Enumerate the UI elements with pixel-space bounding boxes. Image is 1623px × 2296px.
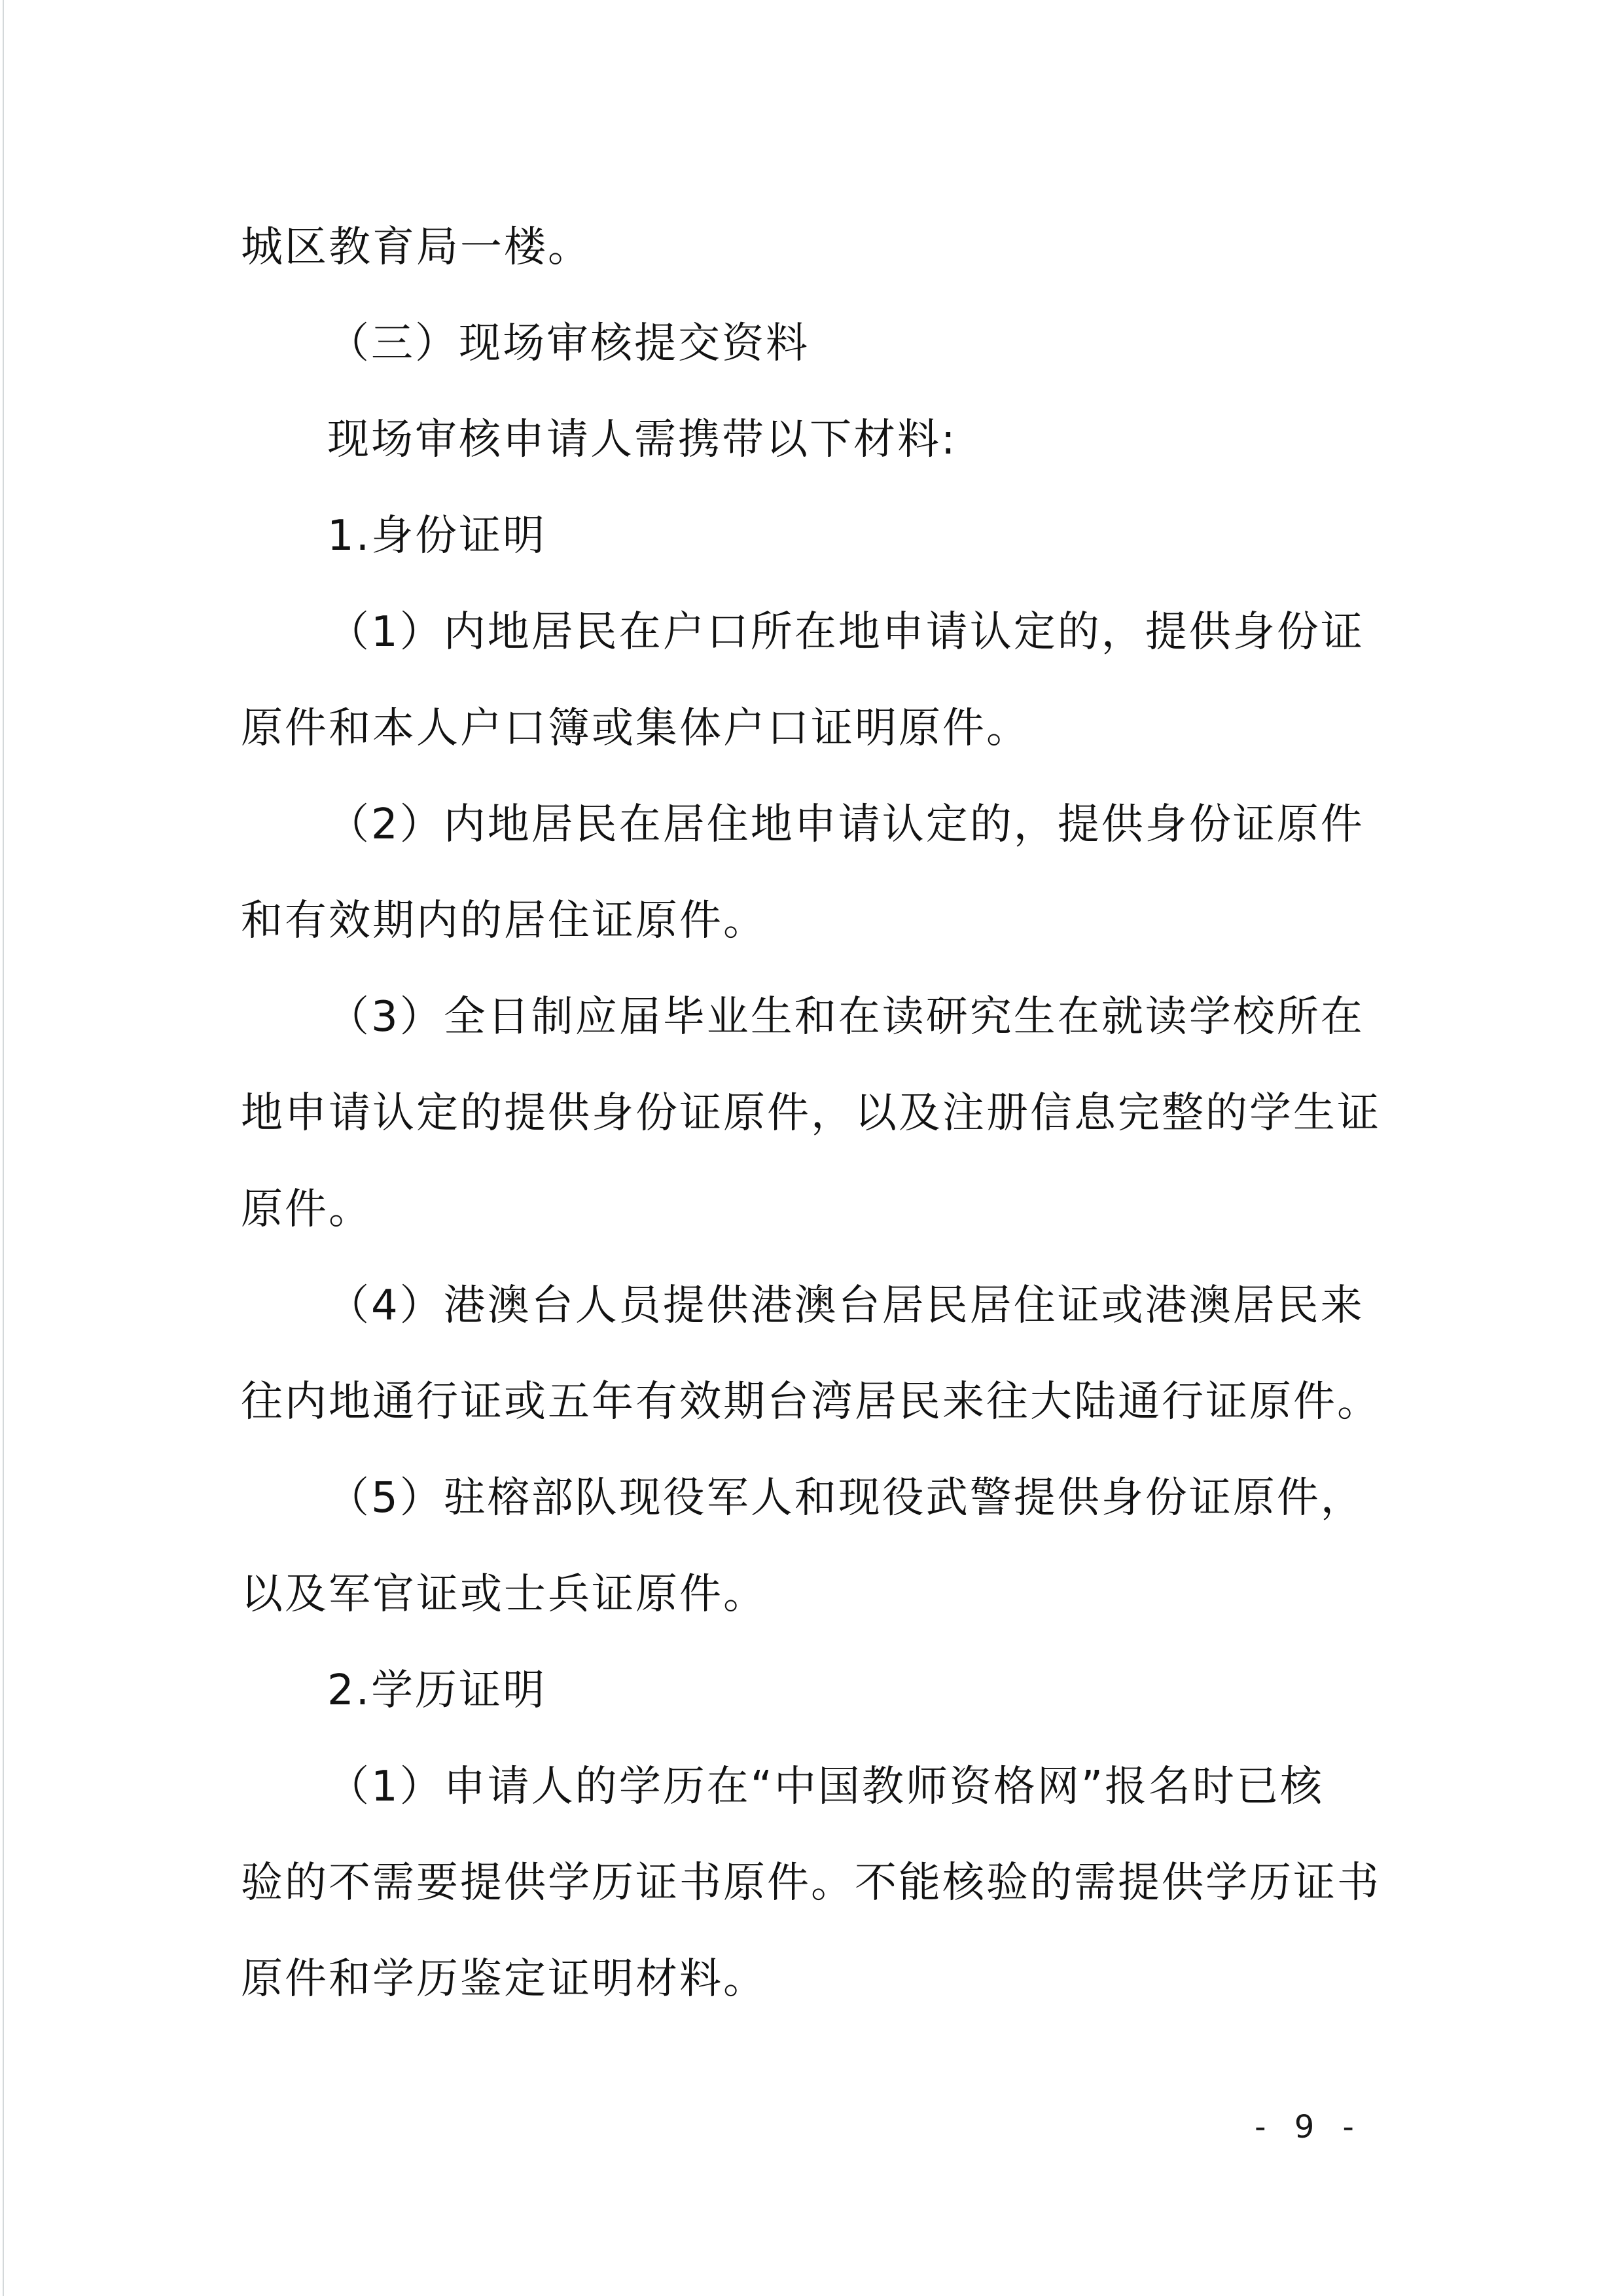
page-number: - 9 -: [1255, 2109, 1363, 2145]
list-item-start-line: （1）内地居民在户口所在地申请认定的，提供身份证: [327, 608, 1364, 656]
scan-edge-artifact: [3, 0, 4, 2296]
paragraph-continuation-line: 和有效期内的居住证原件。: [241, 897, 767, 945]
list-item-start-line: （5）驻榕部队现役军人和现役武警提供身份证原件，: [327, 1474, 1364, 1522]
section-heading-line: （三）现场审核提交资料: [327, 319, 810, 368]
document-body: [241, 200, 1385, 2028]
paragraph-continuation-line: 验的不需要提供学历证书原件。不能核验的需提供学历证书: [241, 1859, 1381, 1907]
paragraph-continuation-line: 地申请认定的提供身份证原件，以及注册信息完整的学生证: [241, 1089, 1381, 1138]
paragraph-continuation-line: 往内地通行证或五年有效期台湾居民来往大陆通行证原件。: [241, 1378, 1381, 1426]
paragraph-continuation-line: 原件和本人户口簿或集体户口证明原件。: [241, 704, 1030, 753]
list-item-start-line: （1）申请人的学历在“中国教师资格网”报名时已核: [327, 1763, 1325, 1811]
list-item-start-line: （3）全日制应届毕业生和在读研究生在就读学校所在: [327, 993, 1364, 1041]
paragraph-continuation-line: 以及军官证或士兵证原件。: [241, 1570, 767, 1619]
page-footer: [1230, 2101, 1387, 2153]
list-item-heading-line: 2.学历证明: [327, 1666, 547, 1715]
paragraph-continuation-line: 城区教育局一楼。: [241, 223, 592, 272]
list-item-heading-line: 1.身份证明: [327, 512, 547, 560]
paragraph-continuation-line: 原件和学历鉴定证明材料。: [241, 1955, 767, 2003]
paragraph-continuation-line: 原件。: [241, 1185, 372, 1234]
list-item-start-line: （4）港澳台人员提供港澳台居民居住证或港澳居民来: [327, 1282, 1364, 1330]
list-item-start-line: （2）内地居民在居住地申请认定的，提供身份证原件: [327, 800, 1364, 849]
paragraph-start-line: 现场审核申请人需携带以下材料:: [327, 416, 957, 464]
